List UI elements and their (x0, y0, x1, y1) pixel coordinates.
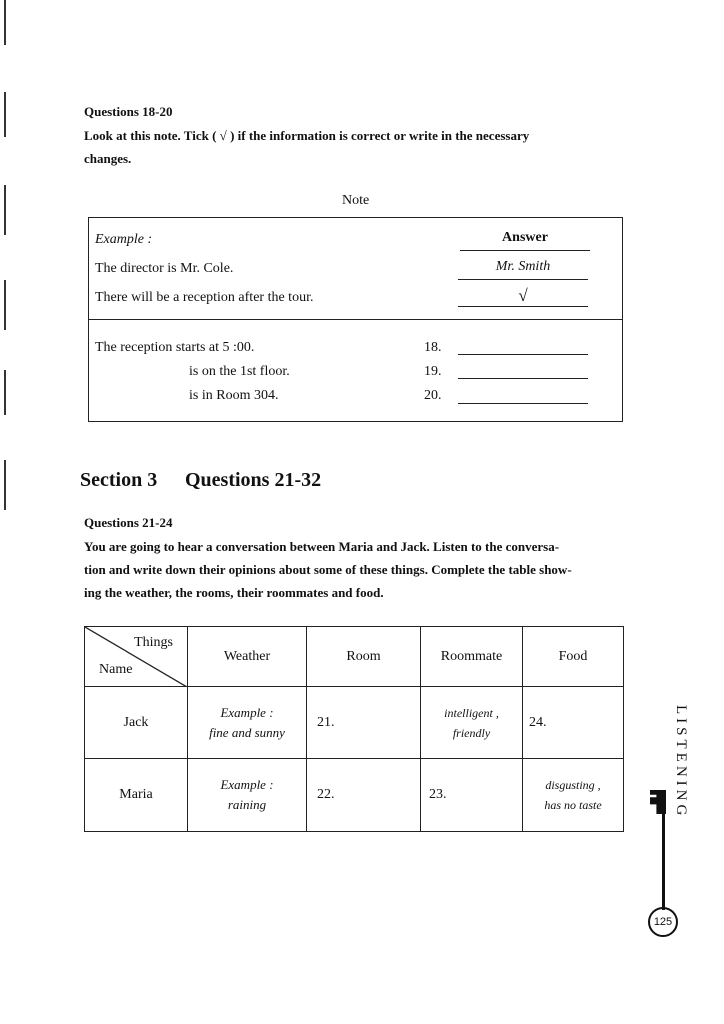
scan-margin-mark (4, 185, 6, 235)
room-answer-cell[interactable]: 22. (307, 759, 421, 832)
weather-value: fine and sunny (209, 724, 285, 740)
note-title: Note (342, 193, 370, 208)
tab-line (662, 800, 665, 910)
question-number: 19. (424, 364, 442, 379)
question-statement: is on the 1st floor. (189, 364, 290, 379)
page-number: 125 (653, 916, 673, 928)
scan-margin-mark (4, 370, 6, 415)
questions-18-20-heading: Questions 18-20 (84, 104, 173, 119)
corner-name-label: Name (99, 662, 133, 677)
instruction-line: You are going to hear a conversation between Maria and Jack. Listen to the conversa- (84, 539, 560, 554)
corner-cell (85, 627, 188, 687)
section-questions-range: Questions 21-32 (185, 469, 322, 491)
room-answer-cell[interactable]: 21. (307, 687, 421, 759)
check-mark-icon: √ (458, 286, 588, 307)
column-header: Roommate (421, 627, 523, 687)
questions-21-24-heading: Questions 21-24 (84, 515, 173, 530)
table-row (85, 687, 624, 759)
answer-blank-18[interactable] (458, 353, 588, 355)
question-statement: is in Room 304. (189, 388, 279, 403)
instruction-line: Look at this note. Tick ( √ ) if the information is correct or write in the necessary (84, 128, 530, 143)
question-number: 20. (424, 388, 442, 403)
instruction-line: ing the weather, the rooms, their roommates and food. (84, 585, 384, 600)
scan-margin-mark (4, 460, 6, 510)
section-title: Section 3 (80, 469, 158, 491)
example-label: Example : (220, 777, 274, 792)
food-value: disgusting , (545, 778, 601, 792)
column-header: Weather (188, 627, 307, 687)
side-tab (672, 705, 696, 819)
name-cell: Maria (85, 759, 188, 832)
scan-margin-mark (4, 0, 6, 45)
column-header: Room (307, 627, 421, 687)
weather-cell (188, 759, 307, 832)
example-label: Example : (220, 704, 274, 720)
instruction-line: changes. (84, 151, 132, 166)
roommate-cell (421, 687, 523, 759)
answer-blank-20[interactable] (458, 402, 588, 404)
question-statement: The reception starts at 5 :00. (95, 340, 255, 355)
corner-things-label: Things (134, 635, 173, 650)
table-header-row (85, 627, 624, 687)
section-side-label: LISTENING (673, 705, 689, 820)
food-answer-cell[interactable]: 24. (523, 687, 624, 759)
name-cell: Jack (85, 687, 188, 759)
part1-instructions (84, 124, 644, 170)
roommate-answer-cell[interactable]: 23. (421, 759, 523, 832)
answer-blank-19[interactable] (458, 377, 588, 379)
instruction-line: tion and write down their opinions about some of these things. Complete the table show- (84, 562, 572, 577)
note-divider (88, 319, 623, 320)
roommate-value: intelligent , (444, 705, 499, 720)
part2-instructions (84, 535, 629, 604)
example-statement: The director is Mr. Cole. (95, 261, 234, 276)
page-number-badge (648, 907, 678, 937)
food-cell (523, 759, 624, 832)
answer-header: Answer (460, 230, 590, 251)
scan-margin-mark (4, 280, 6, 330)
example-label: Example : (95, 232, 153, 247)
roommate-value: friendly (452, 725, 491, 740)
example-statement: There will be a reception after the tour. (95, 290, 314, 305)
weather-cell (188, 687, 307, 759)
food-value: has no taste (544, 798, 602, 812)
column-header: Food (523, 627, 624, 687)
table-row (85, 759, 624, 832)
example-answer: Mr. Smith (458, 259, 588, 280)
opinions-table (84, 626, 624, 832)
scan-margin-mark (4, 92, 6, 137)
weather-value: raining (227, 797, 267, 812)
question-number: 18. (424, 340, 442, 355)
